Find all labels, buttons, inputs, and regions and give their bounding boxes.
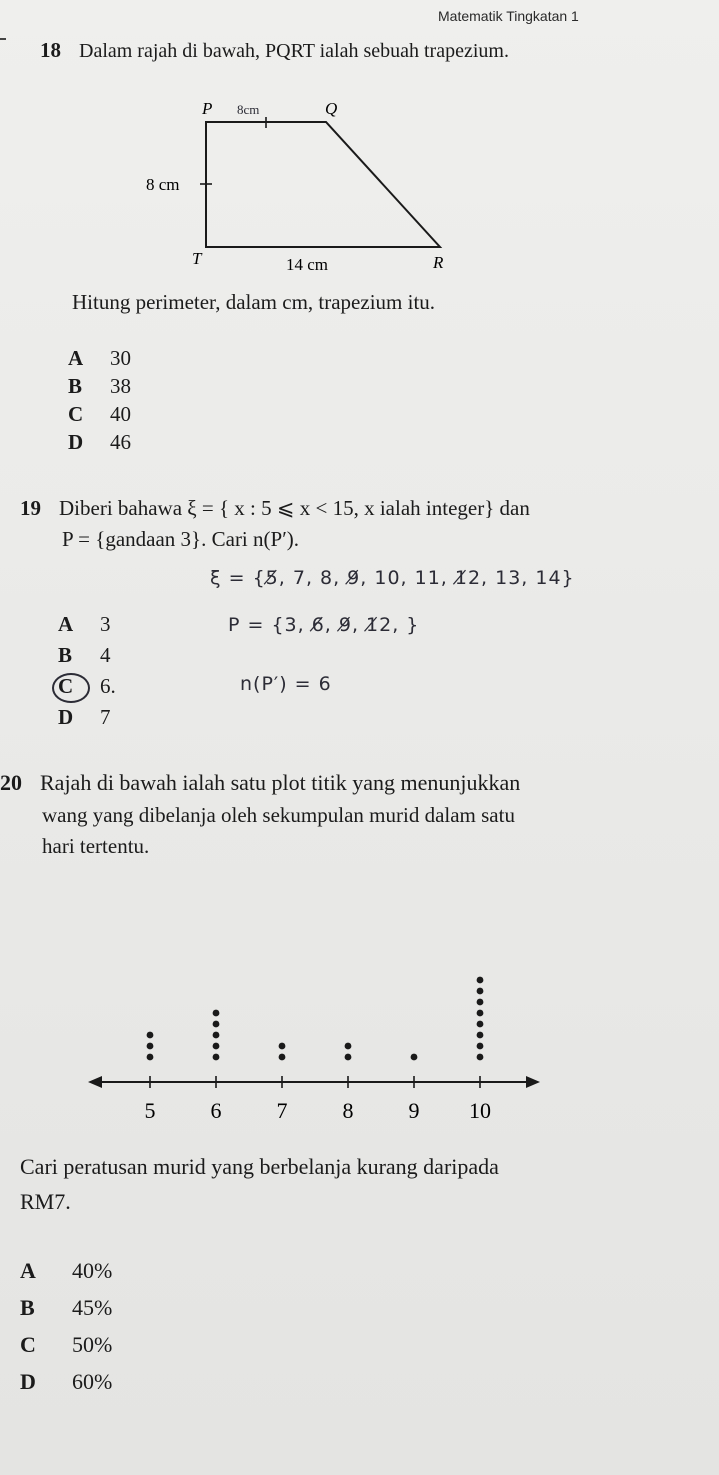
page-header: Matematik Tingkatan 1: [438, 8, 579, 24]
tick-label: 9: [408, 1098, 420, 1123]
option-A[interactable]: A 30: [68, 346, 131, 370]
trapezium-diagram: [120, 92, 480, 282]
data-dot: [213, 1054, 220, 1061]
tick-label: 10: [469, 1098, 491, 1123]
option-B[interactable]: B 45%: [20, 1295, 113, 1320]
tick-label: 8: [342, 1098, 354, 1123]
data-dot: [477, 1043, 484, 1050]
question-20-prompt-line-1: Cari peratusan murid yang berbelanja kurang daripada: [20, 1154, 499, 1179]
data-dot: [345, 1043, 352, 1050]
trapezium-shape: [206, 122, 440, 247]
tick-label: 5: [144, 1098, 156, 1123]
data-dot: [477, 1010, 484, 1017]
question-text: Dalam rajah di bawah, PQRT ialah sebuah trapezium.: [79, 40, 509, 62]
side-length-bottom: 14 cm: [286, 255, 329, 274]
question-text-line-2: wang yang dibelanja oleh sekumpulan murid dalam satu: [42, 803, 515, 827]
question-19-options: [58, 612, 116, 736]
question-20-options: [20, 1258, 112, 1406]
option-C[interactable]: C 40: [68, 402, 131, 426]
question-number: 19: [20, 496, 41, 520]
question-20-prompt-line-2: RM7.: [20, 1189, 71, 1214]
question-18-prompt: Hitung perimeter, dalam cm, trapezium itu.: [72, 290, 436, 314]
handwriting-set-P: P = {3, 6̸, 9̸, 1̸2, }: [228, 614, 420, 636]
question-text-line-2: P = {gandaan 3}. Cari n(P′).: [62, 527, 300, 551]
option-A[interactable]: A 40%: [20, 1258, 113, 1283]
tick-label: 6: [210, 1098, 222, 1123]
side-length-left: 8 cm: [146, 175, 180, 194]
data-dot: [477, 999, 484, 1006]
answer-circle: [52, 673, 90, 703]
data-dot: [213, 1021, 220, 1028]
data-dot: [477, 1021, 484, 1028]
option-C-circled[interactable]: C 6.: [58, 674, 116, 705]
option-A[interactable]: A 3: [58, 612, 111, 636]
data-dot: [411, 1054, 418, 1061]
data-dot: [213, 1032, 220, 1039]
tick-label: 7: [276, 1098, 288, 1123]
axis-arrow-right: [526, 1076, 540, 1088]
side-length-top-handwritten: 8cm: [237, 102, 260, 117]
data-dot: [477, 977, 484, 984]
vertex-P: P: [202, 99, 213, 118]
data-dot: [477, 1054, 484, 1061]
question-number: 20: [0, 770, 22, 795]
data-dot: [147, 1054, 154, 1061]
data-dot: [147, 1043, 154, 1050]
dot-plot-chart: [80, 940, 550, 1130]
handwriting-universal-set: ξ = {5̸, 7, 8, 9̸, 10, 11, 1̸2, 13, 14}: [210, 567, 575, 589]
option-C[interactable]: C 50%: [20, 1332, 113, 1357]
data-dot: [213, 1043, 220, 1050]
vertex-R: R: [433, 253, 444, 272]
vertex-T: T: [192, 249, 202, 268]
question-18: [40, 38, 509, 63]
left-margin-mark: [0, 38, 6, 40]
question-18-options: [68, 346, 131, 458]
question-text-line-1: Rajah di bawah ialah satu plot titik yang menunjukkan: [40, 770, 521, 795]
data-dot: [477, 988, 484, 995]
axis-arrow-left: [88, 1076, 102, 1088]
data-dot: [279, 1043, 286, 1050]
question-text-line-3: hari tertentu.: [42, 834, 150, 858]
data-dot: [477, 1032, 484, 1039]
question-20: [0, 770, 520, 796]
data-dot: [213, 1010, 220, 1017]
question-text-line-1: Diberi bahawa ξ = { x : 5 ⩽ x < 15, x ialah integer} dan: [59, 496, 530, 520]
question-19: [20, 496, 530, 521]
vertex-Q: Q: [325, 99, 338, 118]
question-number: 18: [40, 38, 61, 62]
data-dot: [345, 1054, 352, 1061]
option-B[interactable]: B 38: [68, 374, 131, 398]
data-dot: [279, 1054, 286, 1061]
data-dot: [147, 1032, 154, 1039]
handwriting-answer: n(P′) = 6: [240, 673, 332, 695]
option-D[interactable]: D 60%: [20, 1369, 113, 1394]
option-D[interactable]: D 7: [58, 705, 111, 729]
option-D[interactable]: D 46: [68, 430, 131, 454]
option-B[interactable]: B 4: [58, 643, 111, 667]
